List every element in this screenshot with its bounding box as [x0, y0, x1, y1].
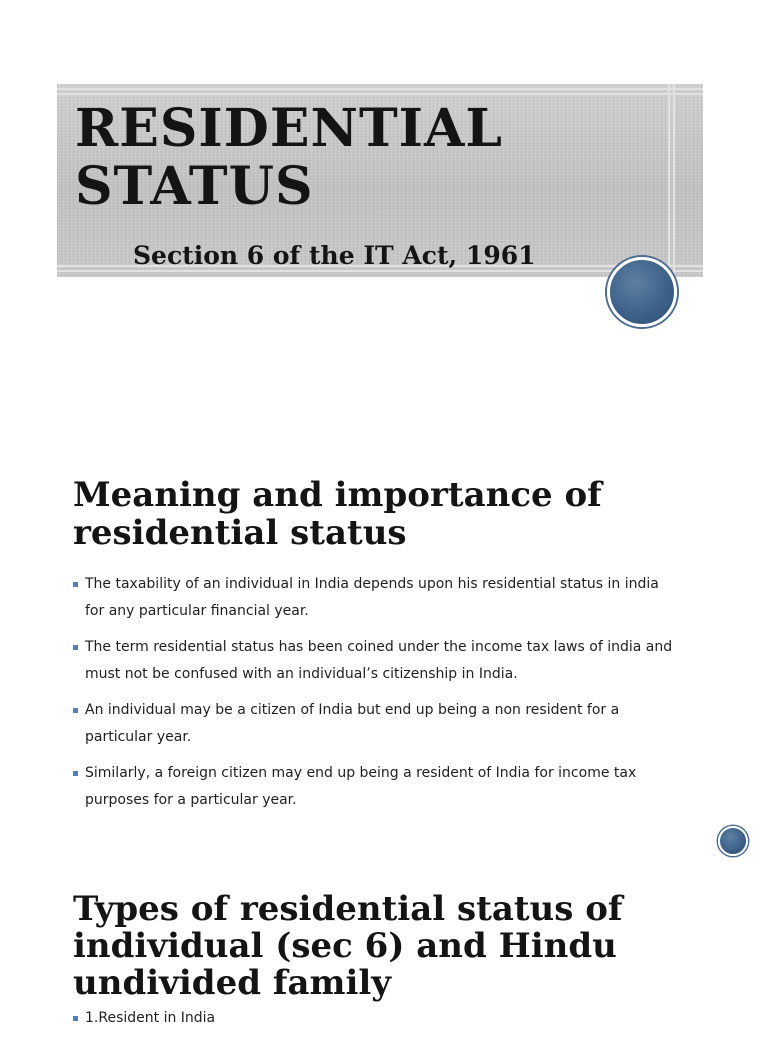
bullet-text: An individual may be a citizen of India but end up being a non resident for a — [85, 702, 620, 718]
banner-rule — [57, 93, 703, 95]
slide2-title-line2: residential status — [73, 513, 407, 553]
slide2-bullet-list — [73, 571, 703, 823]
slide3-title-line1: Types of residential status of — [73, 889, 623, 929]
list-item — [73, 634, 703, 688]
slide1-title-line1: RESIDENTIAL — [75, 98, 503, 159]
slide3-title — [73, 891, 623, 1002]
bullet-square-icon — [73, 771, 78, 776]
banner-rule — [673, 84, 675, 277]
slide3-bullet-list — [73, 1005, 703, 1041]
list-item — [73, 571, 703, 625]
decorative-circle-icon — [607, 257, 677, 327]
slide1-title-line2: STATUS — [75, 156, 314, 217]
bullet-text: purposes for a particular year. — [85, 792, 297, 808]
bullet-text: particular year. — [85, 729, 192, 745]
decorative-circle-icon — [718, 826, 748, 856]
slide3-title-line3: undivided family — [73, 963, 392, 1003]
bullet-text: The taxability of an individual in India depends upon his residential status in india — [85, 576, 659, 592]
banner-rule — [668, 84, 670, 277]
bullet-text: for any particular financial year. — [85, 603, 309, 619]
bullet-square-icon — [73, 645, 78, 650]
bullet-text: Similarly, a foreign citizen may end up being a resident of India for income tax — [85, 765, 637, 781]
bullet-text: must not be confused with an individual’s citizenship in India. — [85, 666, 518, 682]
list-item — [73, 760, 703, 814]
slide3-title-line2: individual (sec 6) and Hindu — [73, 926, 617, 966]
list-item — [73, 1005, 703, 1032]
slide1-title — [75, 100, 503, 216]
list-item — [73, 697, 703, 751]
bullet-square-icon — [73, 1016, 78, 1021]
slide1-subtitle: Section 6 of the IT Act, 1961 — [133, 241, 536, 270]
bullet-text: The term residential status has been coined under the income tax laws of india and — [85, 639, 673, 655]
bullet-text: 1.Resident in India — [85, 1010, 216, 1026]
bullet-square-icon — [73, 582, 78, 587]
slide2-title — [73, 476, 602, 552]
bullet-square-icon — [73, 708, 78, 713]
slide2-title-line1: Meaning and importance of — [73, 475, 602, 515]
banner-rule — [57, 88, 703, 90]
